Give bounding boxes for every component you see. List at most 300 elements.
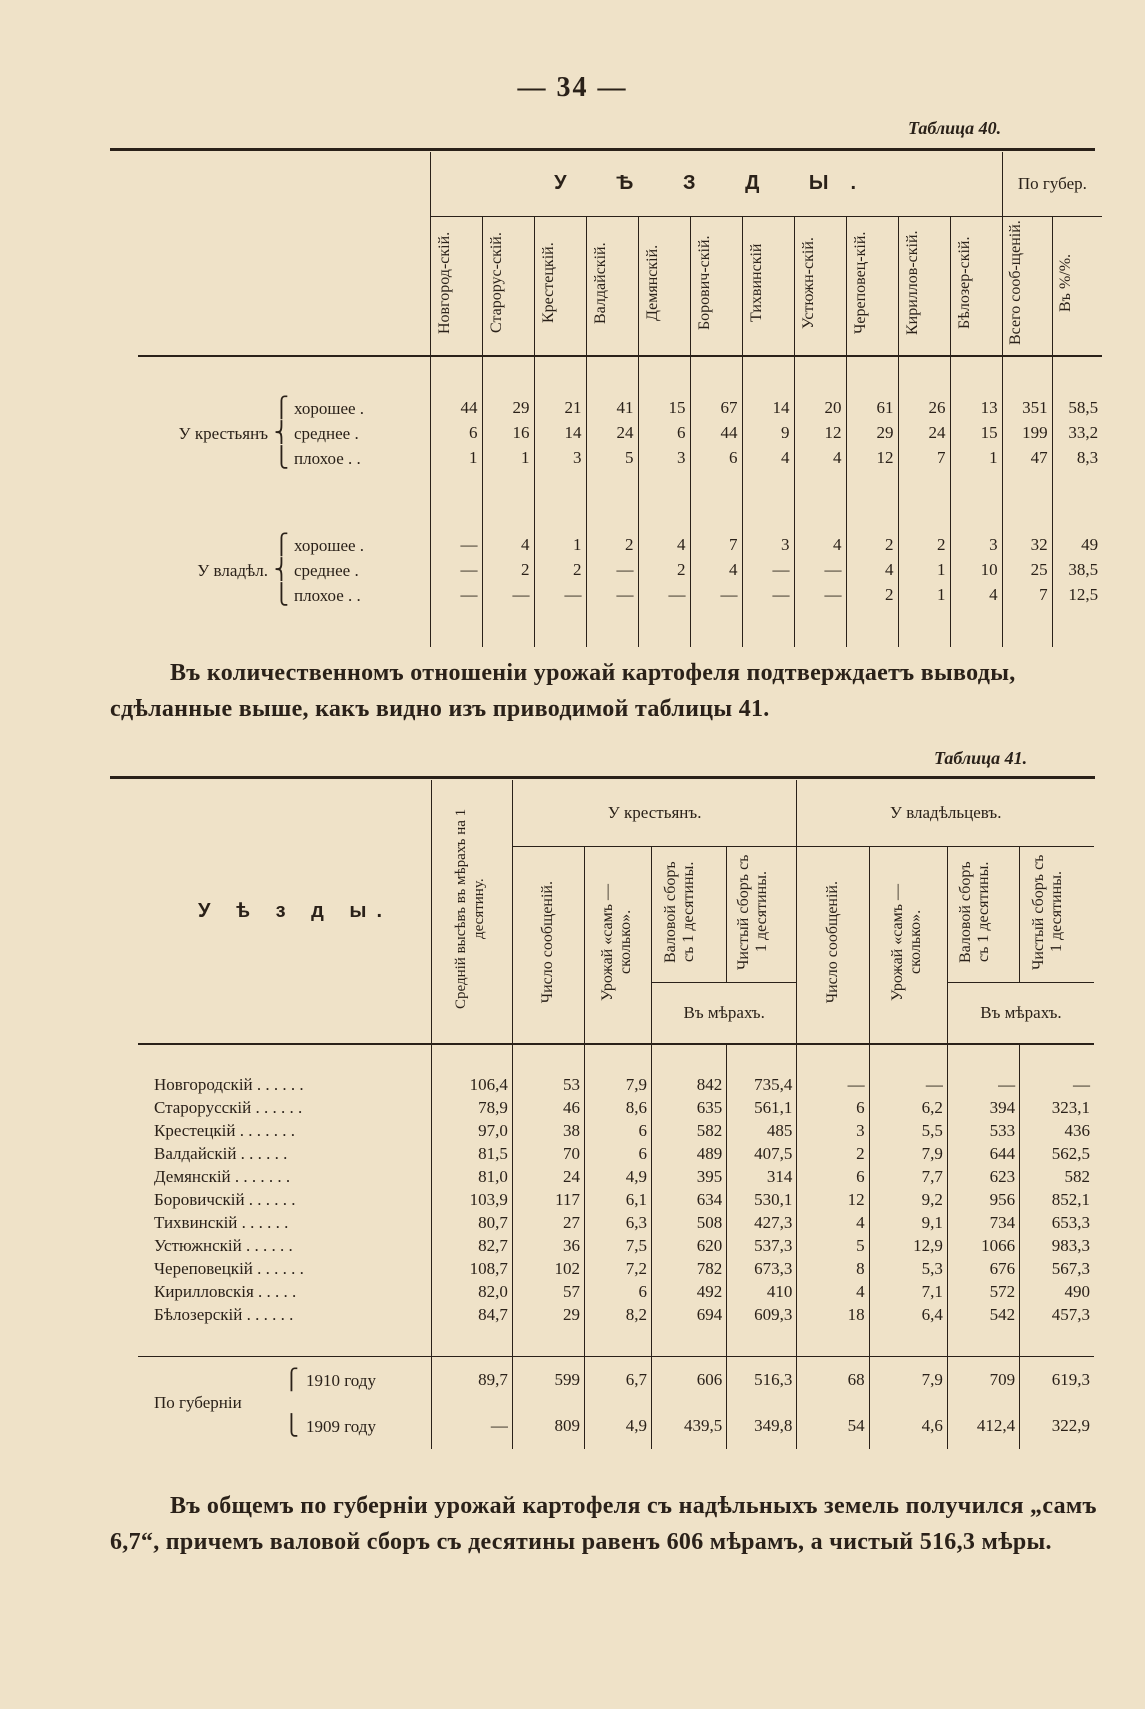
table-40-col-header-text: Устюжн-скій. xyxy=(800,237,817,330)
table-40-cell: 21 xyxy=(534,395,586,420)
table-41-cell: 8,2 xyxy=(584,1303,651,1326)
table-41-uezd-name: Кирилловскія . . . . . xyxy=(154,1281,297,1301)
table-40-row xyxy=(138,420,1102,445)
table-40-cell: 32 xyxy=(1002,532,1052,557)
table-40-brace: ⎩ xyxy=(274,584,289,606)
table-41-cell: 1066 xyxy=(947,1234,1019,1257)
table-41-cell: 609,3 xyxy=(727,1303,797,1326)
table-41-spacer xyxy=(138,1326,432,1357)
table-40-cell: 7 xyxy=(898,445,950,470)
table-40-cell: 6 xyxy=(690,445,742,470)
page-number: — 34 — xyxy=(517,72,628,103)
table-40-spacer xyxy=(534,607,586,647)
table-41-total-cell: 619,3 xyxy=(1020,1357,1094,1403)
table-40-cell: 20 xyxy=(794,395,846,420)
table-41-cell: 27 xyxy=(512,1211,584,1234)
table-40-cell: 44 xyxy=(430,395,482,420)
table-41-spacer-row xyxy=(138,1326,1094,1357)
table-41-cell: — xyxy=(869,1073,947,1096)
table-41-cell: — xyxy=(947,1073,1019,1096)
table-40-col-header xyxy=(690,216,742,356)
table-40-spacer xyxy=(638,470,690,532)
table-41-cell: 46 xyxy=(512,1096,584,1119)
paragraph-1: Въ количественномъ отношеніи урожай картофеля подтверждаетъ выводы, сдѣланные выше, какъ видно изъ приводимой таблицы 41. xyxy=(110,660,1016,722)
table-40-col-header-text: Новгород-скій. xyxy=(436,232,453,335)
table-40-cell: 2 xyxy=(898,532,950,557)
table-40-cell: — xyxy=(794,582,846,607)
table-41-owners-net-header: Чистый сборъ съ 1 десятины. xyxy=(1020,846,1094,982)
table-40-row-label: хорошее . xyxy=(294,536,365,555)
table-40-cell: 9 xyxy=(742,420,794,445)
table-40-cell: 2 xyxy=(482,557,534,582)
table-41-row xyxy=(138,1165,1094,1188)
table-41-cell: 82,7 xyxy=(432,1234,512,1257)
table-40-row-label: плохое . . xyxy=(294,449,361,468)
table-40-spacer xyxy=(534,356,586,395)
table-41-cell: 7,2 xyxy=(584,1257,651,1280)
table-40-spacer xyxy=(1052,607,1102,647)
table-41-cell: 6 xyxy=(797,1165,869,1188)
table-40-cell: 4 xyxy=(794,532,846,557)
table-41-cell: 582 xyxy=(1020,1165,1094,1188)
table-40-col-header xyxy=(950,216,1002,356)
table-40-cell: 67 xyxy=(690,395,742,420)
table-41-spacer xyxy=(138,1044,432,1073)
table-41-cell: 9,2 xyxy=(869,1188,947,1211)
table-41-cell: 395 xyxy=(652,1165,727,1188)
table-41-cell: 7,5 xyxy=(584,1234,651,1257)
table-40-cell: 47 xyxy=(1002,445,1052,470)
table-40-cell: 12,5 xyxy=(1052,582,1102,607)
table-41-cell: 4,9 xyxy=(584,1165,651,1188)
table-40-spacer xyxy=(846,607,898,647)
table-40-col-header xyxy=(742,216,794,356)
table-41-uezd-name: Тихвинскій . . . . . . xyxy=(154,1212,289,1232)
table-40-cell: 10 xyxy=(950,557,1002,582)
table-41-uezd-name: Устюжнскій . . . . . . xyxy=(154,1235,293,1255)
table-40-spacer xyxy=(1002,356,1052,395)
table-40-col-header xyxy=(482,216,534,356)
paragraph-2: Въ общемъ по губерніи урожай картофеля съ надѣльныхъ земель получился „самъ 6,7“, причемъ валовой сборъ съ десятины равенъ 606 мѣрамъ, а чистый 516,3 мѣры. xyxy=(110,1493,1097,1555)
table-41-spacer xyxy=(432,1326,512,1357)
table-40-spacer xyxy=(430,607,482,647)
table-40-cell: 14 xyxy=(742,395,794,420)
table-41-cell: 7,9 xyxy=(869,1142,947,1165)
table-40-cell: 16 xyxy=(482,420,534,445)
table-41-total-cell: 68 xyxy=(797,1357,869,1403)
table-40-cell: 49 xyxy=(1052,532,1102,557)
table-41-spacer xyxy=(584,1044,651,1073)
table-41-total-cell: 516,3 xyxy=(727,1357,797,1403)
table-40-cell: 29 xyxy=(482,395,534,420)
table-40-spacer xyxy=(1052,470,1102,532)
table-41-row xyxy=(138,1257,1094,1280)
table-41-cell: 782 xyxy=(652,1257,727,1280)
table-41-total-cell: 4,9 xyxy=(584,1403,651,1449)
table-41-peasants-measures-label: Въ мѣрахъ. xyxy=(652,982,797,1044)
table-41-cell: 4 xyxy=(797,1280,869,1303)
table-41-spacer-row xyxy=(138,1044,1094,1073)
table-40-cell: 199 xyxy=(1002,420,1052,445)
table-40-spacer xyxy=(138,470,430,532)
table-40-cell: — xyxy=(690,582,742,607)
table-41-spacer xyxy=(1020,1044,1094,1073)
table-41-total-cell: 606 xyxy=(652,1357,727,1403)
table-40-col-header xyxy=(638,216,690,356)
table-41-cell: 6 xyxy=(584,1142,651,1165)
table-41-cell: 84,7 xyxy=(432,1303,512,1326)
table-40-group-label: У владѣл. xyxy=(197,561,268,580)
table-41-total-cell: 809 xyxy=(512,1403,584,1449)
table-41-cell: 623 xyxy=(947,1165,1019,1188)
table-41-spacer xyxy=(947,1326,1019,1357)
table-41-brace: ⎩ xyxy=(284,1415,299,1437)
table-41-cell: 490 xyxy=(1020,1280,1094,1303)
table-41-peasants-net-header: Чистый сборъ съ 1 десятины. xyxy=(727,846,797,982)
table-41-uezd-name: Старорусскій . . . . . . xyxy=(154,1097,303,1117)
table-40-spacer xyxy=(950,470,1002,532)
table-40-cell: — xyxy=(430,532,482,557)
table-41-cell: 8 xyxy=(797,1257,869,1280)
table-41-brace: ⎧ xyxy=(284,1369,299,1392)
table-41-cell: 533 xyxy=(947,1119,1019,1142)
table-40-cell: 1 xyxy=(898,582,950,607)
table-41-cell: 635 xyxy=(652,1096,727,1119)
table-40-cell: 1 xyxy=(950,445,1002,470)
table-41-total-cell: — xyxy=(432,1403,512,1449)
table-41-cell: 81,5 xyxy=(432,1142,512,1165)
table-41-spacer xyxy=(947,1044,1019,1073)
table-41-cell: 5 xyxy=(797,1234,869,1257)
table-41-cell: 673,3 xyxy=(727,1257,797,1280)
table-40-spacer xyxy=(586,470,638,532)
table-40-cell: 1 xyxy=(482,445,534,470)
table-41-cell: 735,4 xyxy=(727,1073,797,1096)
table-41-cell: 12,9 xyxy=(869,1234,947,1257)
table-41-cell: 12 xyxy=(797,1188,869,1211)
table-41-spacer xyxy=(432,1044,512,1073)
table-40-col-header-text: Крестецкій. xyxy=(540,242,557,324)
table-41-cell: 582 xyxy=(652,1119,727,1142)
table-40-cell: 4 xyxy=(794,445,846,470)
table-40-spacer xyxy=(430,470,482,532)
table-40-col-header xyxy=(898,216,950,356)
table-40-cell: — xyxy=(794,557,846,582)
table-40-cell: 8,3 xyxy=(1052,445,1102,470)
table-40-cell: 3 xyxy=(950,532,1002,557)
table-40-col-header-text: Тихвинскій xyxy=(748,244,765,323)
table-41-spacer xyxy=(584,1326,651,1357)
table-41-cell: 537,3 xyxy=(727,1234,797,1257)
table-40-cell: — xyxy=(586,557,638,582)
table-41-cell: 734 xyxy=(947,1211,1019,1234)
table-40-cell: 15 xyxy=(638,395,690,420)
table-41-cell: 644 xyxy=(947,1142,1019,1165)
table-40-spacer xyxy=(742,470,794,532)
table-41-cell: 323,1 xyxy=(1020,1096,1094,1119)
table-41-cell: 7,1 xyxy=(869,1280,947,1303)
table-41-cell: 410 xyxy=(727,1280,797,1303)
table-40-spacer xyxy=(950,356,1002,395)
table-41-cell: — xyxy=(797,1073,869,1096)
table-40-spacer xyxy=(586,607,638,647)
table-41-total-cell: 439,5 xyxy=(652,1403,727,1449)
table-40-cell: 1 xyxy=(430,445,482,470)
table-40-spacer xyxy=(846,356,898,395)
table-41-cell: 842 xyxy=(652,1073,727,1096)
table-40-col-header-text: Череповец-кій. xyxy=(852,232,869,335)
table-41-spacer xyxy=(1020,1326,1094,1357)
table-40-col-header-text: Бѣлозер-скій. xyxy=(956,237,974,330)
table-40-spacer xyxy=(846,470,898,532)
table-41-total-cell: 322,9 xyxy=(1020,1403,1094,1449)
table-40-spacer xyxy=(638,607,690,647)
table-41-cell: 6,3 xyxy=(584,1211,651,1234)
table-40-cell: — xyxy=(534,582,586,607)
table-41-cell: — xyxy=(1020,1073,1094,1096)
table-41-cell: 314 xyxy=(727,1165,797,1188)
table-40-cell: 2 xyxy=(586,532,638,557)
table-41-cell: 530,1 xyxy=(727,1188,797,1211)
table-40-spacer xyxy=(138,356,430,395)
table-41-total-cell: 6,7 xyxy=(584,1357,651,1403)
table-41-cell: 508 xyxy=(652,1211,727,1234)
table-40-cell: 61 xyxy=(846,395,898,420)
table-41-cell: 436 xyxy=(1020,1119,1094,1142)
table-40-spacer xyxy=(690,470,742,532)
table-41-owners-gross-header: Валовой сборъ съ 1 десятины. xyxy=(947,846,1019,982)
table-40-cell: 4 xyxy=(482,532,534,557)
table-41-cell: 653,3 xyxy=(1020,1211,1094,1234)
table-41-row xyxy=(138,1096,1094,1119)
table-40-row-label: хорошее . xyxy=(294,399,365,418)
table-41-cell: 80,7 xyxy=(432,1211,512,1234)
table-41-uezd-name: Новгородскій . . . . . . xyxy=(154,1074,304,1094)
table-41-cell: 57 xyxy=(512,1280,584,1303)
table-41-cell: 572 xyxy=(947,1280,1019,1303)
table-40-spacer xyxy=(742,607,794,647)
table-41-cell: 407,5 xyxy=(727,1142,797,1165)
table-41-uezd-name: Бѣлозерскій . . . . . . xyxy=(154,1304,294,1324)
table-40-cell: 4 xyxy=(846,557,898,582)
table-41-row xyxy=(138,1303,1094,1326)
table-40-cell: 24 xyxy=(586,420,638,445)
table-40-cell: 351 xyxy=(1002,395,1052,420)
table-41-peasants-count-header: Число сообщеній. xyxy=(512,846,584,1044)
table-40-row-label-cell xyxy=(138,420,430,445)
table-40-cell: 5 xyxy=(586,445,638,470)
table-41-cell: 29 xyxy=(512,1303,584,1326)
table-40-col-header xyxy=(586,216,638,356)
table-41-spacer xyxy=(869,1326,947,1357)
table-41-cell: 5,3 xyxy=(869,1257,947,1280)
table-40-row-label-cell xyxy=(138,532,430,557)
table-41-total-label-cell xyxy=(138,1357,432,1413)
table-41-cell: 117 xyxy=(512,1188,584,1211)
table-41-cell: 542 xyxy=(947,1303,1019,1326)
table-41-uezd-name: Череповецкій . . . . . . xyxy=(154,1258,304,1278)
table-41-totals-label: По губерніи xyxy=(154,1393,242,1413)
table-40-col-header-text: Демянскій. xyxy=(644,245,661,322)
table-40-caption: Таблица 40. xyxy=(908,118,1002,138)
table-41-cell: 3 xyxy=(797,1119,869,1142)
table-40-cell: 3 xyxy=(534,445,586,470)
table-40-cell: — xyxy=(430,557,482,582)
table-41-cell: 6,1 xyxy=(584,1188,651,1211)
table-41-cell: 634 xyxy=(652,1188,727,1211)
table-41-total-year: 1909 году xyxy=(306,1417,376,1436)
table-41-total-row xyxy=(138,1357,1094,1403)
table-40-cell: 13 xyxy=(950,395,1002,420)
table-41-uezdy-header: У ѣ з д ы. xyxy=(138,780,432,1044)
table-40-row-label: плохое . . xyxy=(294,586,361,605)
table-41-total-cell: 7,9 xyxy=(869,1357,947,1403)
table-40-cell: 25 xyxy=(1002,557,1052,582)
table-40-col-header xyxy=(794,216,846,356)
table-41-cell: 620 xyxy=(652,1234,727,1257)
table-41-cell: 70 xyxy=(512,1142,584,1165)
table-40-brace: ⎧ xyxy=(274,534,289,556)
table-41-row xyxy=(138,1142,1094,1165)
table-40-group-label: У крестьянъ xyxy=(178,424,268,443)
table-41-uezd-name: Боровичскій . . . . . . xyxy=(154,1189,296,1209)
table-41-cell: 561,1 xyxy=(727,1096,797,1119)
table-40-cell: 12 xyxy=(846,445,898,470)
table-41-spacer xyxy=(512,1326,584,1357)
table-40-cell: 6 xyxy=(430,420,482,445)
table-40-brace: ⎨ xyxy=(274,422,289,444)
table-40-row-label-cell xyxy=(138,395,430,420)
table-40 xyxy=(138,152,1102,647)
table-40-spacer-row xyxy=(138,470,1102,532)
table-40-row-label-cell xyxy=(138,445,430,470)
table-41-cell: 852,1 xyxy=(1020,1188,1094,1211)
table-41-uezd-name: Демянскій . . . . . . . xyxy=(154,1166,291,1186)
table-41-cell: 97,0 xyxy=(432,1119,512,1142)
table-40-spacer xyxy=(898,470,950,532)
table-41-spacer xyxy=(727,1044,797,1073)
table-40-cell: 4 xyxy=(742,445,794,470)
table-40-cell: — xyxy=(482,582,534,607)
table-41-total-cell: 54 xyxy=(797,1403,869,1449)
table-41-owners-header: У владѣльцевъ. xyxy=(797,780,1094,846)
table-41-row xyxy=(138,1234,1094,1257)
table-41-cell: 9,1 xyxy=(869,1211,947,1234)
table-41-row xyxy=(138,1119,1094,1142)
table-40-cell: 38,5 xyxy=(1052,557,1102,582)
table-40-spacer xyxy=(482,470,534,532)
table-41-row xyxy=(138,1280,1094,1303)
table-40-brace: ⎩ xyxy=(274,447,289,469)
table-41-owners-count-header: Число сообщеній. xyxy=(797,846,869,1044)
table-41-cell: 102 xyxy=(512,1257,584,1280)
table-40-spacer xyxy=(794,607,846,647)
table-41-cell: 983,3 xyxy=(1020,1234,1094,1257)
table-40-spacer xyxy=(586,356,638,395)
table-41-spacer xyxy=(652,1326,727,1357)
table-40-row xyxy=(138,557,1102,582)
table-41-spacer xyxy=(797,1326,869,1357)
table-40-col-header xyxy=(430,216,482,356)
table-41-uezd-name: Валдайскій . . . . . . xyxy=(154,1143,288,1163)
table-40-cell: 1 xyxy=(898,557,950,582)
table-40-cell: 15 xyxy=(950,420,1002,445)
table-40-cell: 29 xyxy=(846,420,898,445)
table-41-cell: 6 xyxy=(584,1119,651,1142)
table-41-cell: 53 xyxy=(512,1073,584,1096)
table-41-cell: 485 xyxy=(727,1119,797,1142)
table-41-total-year: 1910 году xyxy=(306,1371,376,1391)
table-40-spacer xyxy=(138,607,430,647)
table-40-cell: 44 xyxy=(690,420,742,445)
table-41-cell: 106,4 xyxy=(432,1073,512,1096)
table-41-cell: 6 xyxy=(584,1280,651,1303)
table-41-cell: 7,7 xyxy=(869,1165,947,1188)
table-40-col-header-text: Старорус-скій. xyxy=(488,232,505,334)
table-40-row-label-cell xyxy=(138,582,430,607)
table-41-cell: 427,3 xyxy=(727,1211,797,1234)
table-40-cell: — xyxy=(742,557,794,582)
table-40-cell: 7 xyxy=(1002,582,1052,607)
table-40-cell: 2 xyxy=(534,557,586,582)
table-41-uezd-name: Крестецкій . . . . . . . xyxy=(154,1120,296,1140)
table-40-cell: 2 xyxy=(638,557,690,582)
table-41-total-cell: 89,7 xyxy=(432,1357,512,1403)
table-40-top-rule xyxy=(110,148,1095,151)
table-41 xyxy=(138,780,1094,1449)
table-40-cell: 24 xyxy=(898,420,950,445)
table-41-total-cell: 349,8 xyxy=(727,1403,797,1449)
table-40-spacer xyxy=(950,607,1002,647)
table-41-cell: 489 xyxy=(652,1142,727,1165)
table-41-cell: 36 xyxy=(512,1234,584,1257)
table-40-spacer xyxy=(898,356,950,395)
table-40-uezdy-header: У Ѣ З Д Ы. xyxy=(430,152,1002,216)
table-40-row xyxy=(138,582,1102,607)
table-40-spacer xyxy=(638,356,690,395)
table-40-col-header xyxy=(846,216,898,356)
table-41-cell: 394 xyxy=(947,1096,1019,1119)
table-40-cell: 4 xyxy=(690,557,742,582)
table-41-cell: 78,9 xyxy=(432,1096,512,1119)
table-40-spacer xyxy=(690,607,742,647)
table-40-row-label: среднее . xyxy=(294,561,359,580)
table-40-spacer xyxy=(430,356,482,395)
table-41-cell: 5,5 xyxy=(869,1119,947,1142)
table-40-corner xyxy=(138,152,430,356)
table-41-owners-yield-header: Урожай «самъ — сколько». xyxy=(869,846,947,1044)
table-40-col-header-text: Валдайскій. xyxy=(592,242,609,325)
table-41-cell: 6 xyxy=(797,1096,869,1119)
table-41-row xyxy=(138,1188,1094,1211)
table-40-cell: — xyxy=(430,582,482,607)
table-41-cell: 8,6 xyxy=(584,1096,651,1119)
table-40-spacer xyxy=(690,356,742,395)
table-41-cell: 492 xyxy=(652,1280,727,1303)
table-40-cell: 2 xyxy=(846,582,898,607)
table-41-cell: 676 xyxy=(947,1257,1019,1280)
table-40-brace: ⎨ xyxy=(274,559,289,581)
table-41-cell: 81,0 xyxy=(432,1165,512,1188)
table-41-spacer xyxy=(797,1044,869,1073)
table-40-cell: 4 xyxy=(950,582,1002,607)
table-40-spacer xyxy=(482,607,534,647)
table-40-spacer xyxy=(482,356,534,395)
table-41-top-rule xyxy=(110,776,1095,779)
table-40-spacer xyxy=(1002,607,1052,647)
table-41-seed-header: Средній высѣвъ въ мѣрахъ на 1 десятину. xyxy=(432,780,512,1044)
table-40-cell: — xyxy=(638,582,690,607)
